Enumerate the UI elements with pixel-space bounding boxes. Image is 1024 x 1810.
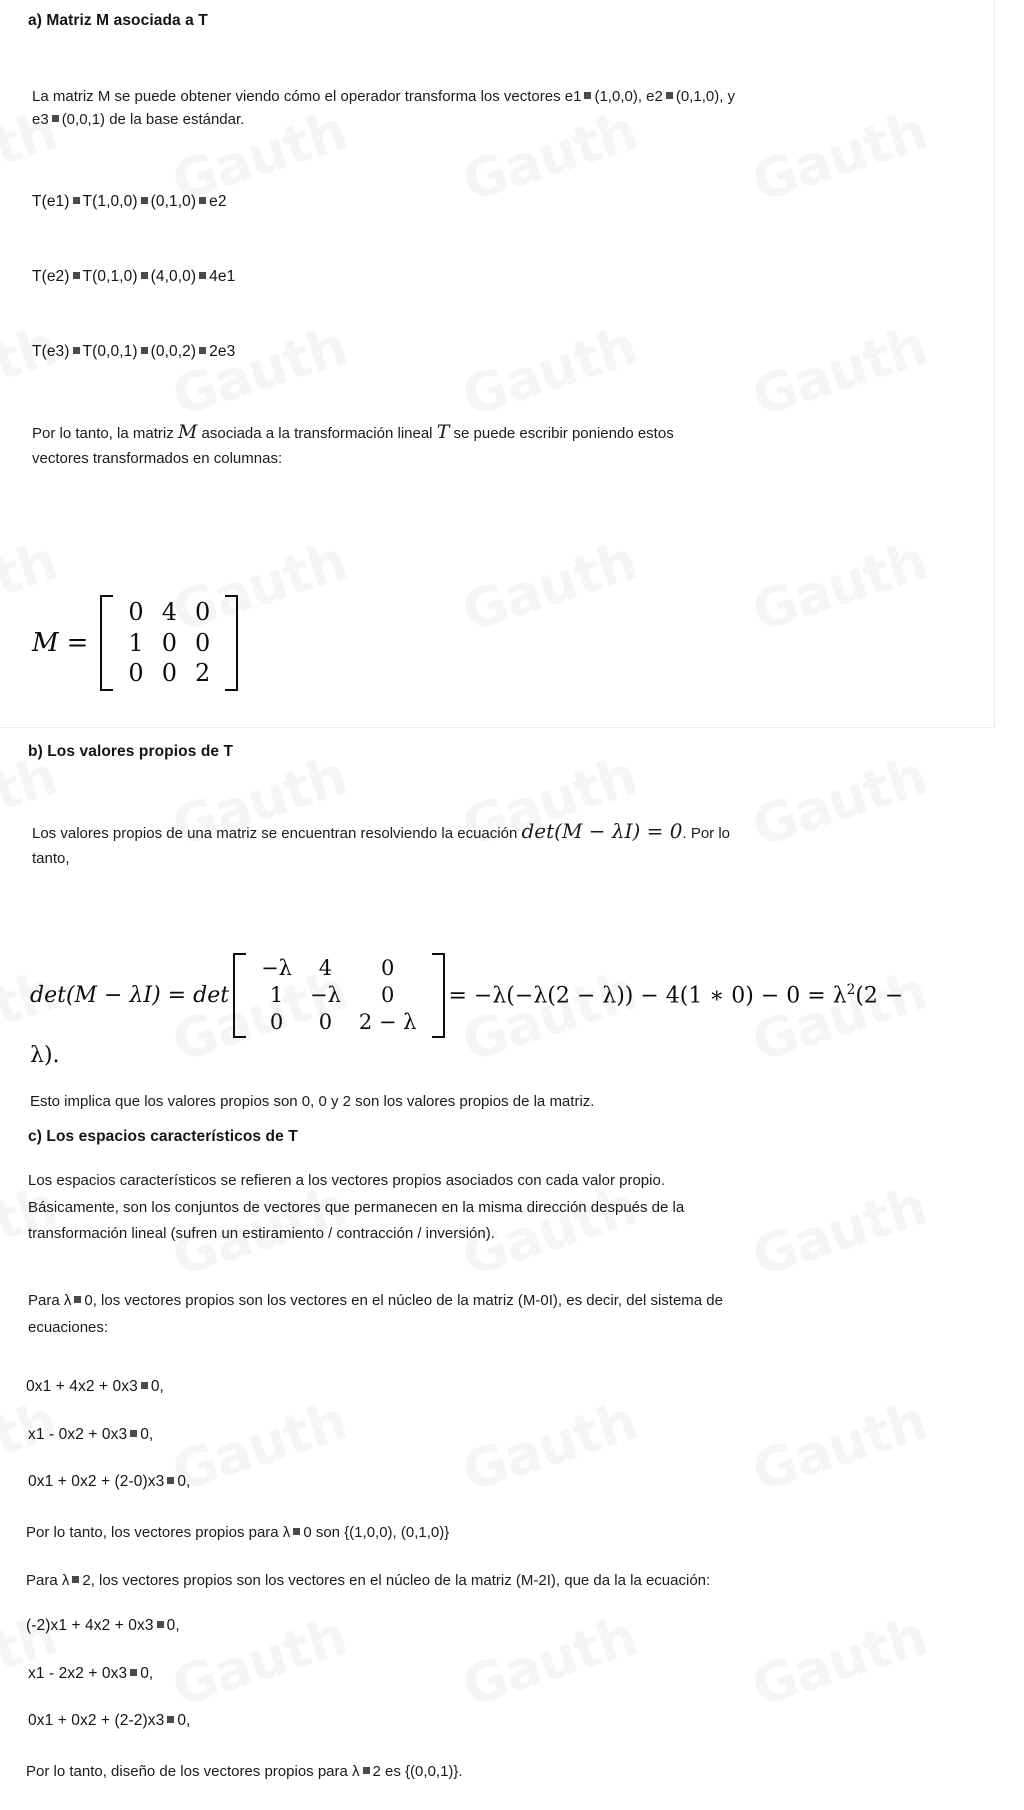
lambda0-equation-3	[28, 1473, 190, 1491]
matrix-cell: 0	[161, 659, 177, 688]
math-symbol-m: M	[177, 421, 198, 443]
lambda0-eq1-lhs: 0x1 + 4x2 + 0x3	[26, 1378, 138, 1395]
equals-glyph-icon	[72, 1576, 79, 1583]
equals-glyph-icon	[584, 92, 591, 99]
eq-e3-lhs: T(e3)	[32, 343, 70, 360]
watermark-text	[745, 1604, 934, 1719]
equals-glyph-icon	[141, 1382, 148, 1389]
lambda0-result-text: 0 son {(1,0,0), (0,1,0)}	[303, 1524, 450, 1541]
section-c-para1-line1: Los espacios característicos se refieren a los vectores propios asociados con cada valor propio.	[28, 1172, 665, 1189]
lambda2-eq3-rhs: 0,	[177, 1712, 191, 1729]
intro-text-part2: (1,0,0), e2	[594, 88, 663, 105]
equals-glyph-icon	[167, 1477, 174, 1484]
lambda2-intro-text: 2, los vectores propios son los vectores en el núcleo de la matriz (M-2I), que da la la ecuación:	[82, 1572, 711, 1589]
matrix-m-display	[32, 595, 242, 691]
math-det-equation: det(M − λI) = 0	[521, 819, 683, 843]
equals-glyph-icon	[141, 347, 148, 354]
determinant-rhs	[449, 982, 904, 1008]
eq-e1-mid2: (0,1,0)	[150, 193, 197, 210]
section-b-intro-line2: tanto,	[32, 850, 70, 867]
lambda0-intro-prefix: Para λ	[28, 1292, 72, 1309]
section-a-intro	[32, 85, 894, 132]
equals-glyph-icon	[73, 197, 80, 204]
matrix-cell: 4	[161, 598, 177, 626]
lambda0-result-prefix: Por lo tanto, los vectores propios para λ	[26, 1524, 291, 1541]
equals-glyph-icon	[130, 1430, 137, 1437]
lambda0-result	[26, 1521, 1001, 1544]
closing-text-part3: se puede escribir poniendo estos	[453, 425, 674, 442]
determinant-wrap-line	[30, 1043, 60, 1068]
lambda0-equation-2	[28, 1426, 153, 1444]
matrix-cell: 4	[318, 956, 333, 980]
section-c-para1-line3: transformación lineal (sufren un estiramiento / contracción / inversión).	[28, 1225, 495, 1243]
equals-glyph-icon	[157, 1621, 164, 1628]
matrix-m	[100, 595, 238, 691]
equals-glyph-icon	[666, 92, 673, 99]
section-b-intro-tail: . Por lo	[682, 825, 731, 842]
matrix-cell: 0	[194, 628, 211, 657]
lambda0-intro-line2: ecuaciones:	[28, 1318, 109, 1336]
watermark-text	[165, 1389, 354, 1504]
lambda0-intro-text: 0, los vectores propios son los vectores en el núcleo de la matriz (M-0I), es decir, del sistema de	[84, 1292, 723, 1309]
matrix-cell: 0	[269, 1009, 284, 1034]
equals-glyph-icon	[73, 347, 80, 354]
determinant-matrix-grid	[246, 953, 431, 1038]
lambda2-result-prefix: Por lo tanto, diseño de los vectores propios para λ	[26, 1763, 360, 1780]
matrix-cell: 1	[269, 982, 284, 1007]
lambda2-equation-3	[28, 1712, 190, 1730]
lambda2-equation-2	[28, 1665, 153, 1683]
determinant-exponent: 2	[846, 982, 856, 999]
section-a	[0, 0, 995, 728]
lambda0-eq1-rhs: 0,	[150, 1378, 164, 1395]
bracket-right-icon	[432, 953, 445, 1038]
eq-e3-mid1: T(0,0,1)	[82, 343, 138, 360]
eq-e1-lhs: T(e1)	[32, 193, 70, 210]
matrix-cell: 0	[161, 628, 177, 657]
intro-text-part4: e3	[32, 111, 49, 129]
matrix-cell: 0	[381, 956, 395, 980]
eq-e1-rhs: e2	[209, 193, 227, 210]
lambda2-result-text: 2 es {(0,0,1)}.	[372, 1763, 463, 1780]
matrix-cell: 0	[318, 1009, 333, 1034]
determinant-rhs-tail: (2 −	[855, 983, 904, 1009]
lambda2-eq1-rhs: 0,	[166, 1617, 180, 1634]
equals-glyph-icon	[141, 197, 148, 204]
eq-e2-lhs: T(e2)	[32, 268, 70, 285]
equals-glyph-icon	[52, 115, 59, 122]
determinant-rhs-text: = −λ(−λ(2 − λ)) − 4(1 ∗ 0) − 0 = λ	[448, 983, 847, 1009]
equals-glyph-icon	[363, 1767, 370, 1774]
section-b-intro-text: Los valores propios de una matriz se encuentran resolviendo la ecuación	[32, 825, 518, 842]
watermark-text	[455, 1604, 644, 1719]
section-c-para1-line2: Básicamente, son los conjuntos de vectores que permanecen en la misma dirección después de la	[28, 1198, 685, 1216]
intro-text-part3: (0,1,0), y	[675, 88, 736, 105]
lambda0-eq3-lhs: 0x1 + 0x2 + (2-0)x3	[28, 1473, 165, 1490]
matrix-cell: 0	[128, 598, 144, 626]
section-b-intro	[32, 816, 992, 870]
transform-equation-e1	[32, 193, 227, 211]
section-a-closing	[32, 418, 902, 471]
lambda2-intro	[26, 1569, 1024, 1592]
intro-text-part1: La matriz M se puede obtener viendo cómo el operador transforma los vectores e1	[32, 88, 582, 105]
watermark-text	[165, 1604, 354, 1719]
eq-e2-mid1: T(0,1,0)	[82, 268, 138, 285]
lambda2-result	[26, 1760, 1001, 1783]
closing-text-line2: vectores transformados en columnas:	[32, 450, 283, 468]
eq-e2-mid2: (4,0,0)	[150, 268, 197, 285]
lambda0-eq3-rhs: 0,	[177, 1473, 191, 1490]
matrix-cell: 2 − λ	[358, 1009, 417, 1034]
watermark-text	[745, 1389, 934, 1504]
lambda0-eq2-lhs: x1 - 0x2 + 0x3	[28, 1426, 128, 1443]
closing-text-part2: asociada a la transformación lineal	[201, 425, 433, 442]
section-c-paragraph-1	[28, 1168, 1003, 1248]
matrix-m-grid	[113, 595, 225, 691]
watermark-text	[455, 1389, 644, 1504]
matrix-cell: 2	[194, 659, 211, 688]
math-symbol-t: T	[436, 421, 450, 443]
lambda0-equation-1	[26, 1378, 164, 1396]
equals-glyph-icon	[293, 1528, 300, 1535]
equals-glyph-icon	[130, 1669, 137, 1676]
matrix-cell: 1	[128, 628, 144, 657]
lambda2-intro-prefix: Para λ	[26, 1572, 70, 1589]
lambda2-eq2-lhs: x1 - 2x2 + 0x3	[28, 1665, 128, 1682]
section-c-heading: c) Los espacios característicos de T	[28, 1128, 298, 1145]
determinant-lhs: det(M − λI) = det	[30, 982, 230, 1008]
lambda2-eq1-lhs: (-2)x1 + 4x2 + 0x3	[26, 1617, 154, 1634]
matrix-m-equals: =	[66, 628, 89, 659]
matrix-cell: 0	[381, 982, 395, 1007]
equals-glyph-icon	[73, 272, 80, 279]
eq-e1-mid1: T(1,0,0)	[82, 193, 138, 210]
equals-glyph-icon	[199, 347, 206, 354]
matrix-cell: −λ	[261, 956, 292, 980]
section-b-conclusion: Esto implica que los valores propios son 0, 0 y 2 son los valores propios de la matriz.	[30, 1093, 595, 1110]
closing-text-part1: Por lo tanto, la matriz	[32, 425, 174, 442]
bracket-left-icon	[233, 953, 246, 1038]
intro-text-part5: (0,0,1) de la base estándar.	[61, 111, 245, 129]
matrix-cell: 0	[194, 598, 211, 626]
bracket-left-icon	[100, 595, 113, 691]
eq-e3-mid2: (0,0,2)	[150, 343, 197, 360]
determinant-wrap-text: λ).	[30, 1043, 60, 1068]
transform-equation-e2	[32, 268, 235, 286]
determinant-display	[30, 953, 1015, 1038]
lambda2-equation-1	[26, 1617, 180, 1635]
bracket-right-icon	[225, 595, 238, 691]
section-b-heading: b) Los valores propios de T	[28, 743, 234, 760]
equals-glyph-icon	[199, 197, 206, 204]
lambda0-intro	[28, 1288, 1018, 1341]
lambda2-eq2-rhs: 0,	[140, 1665, 154, 1682]
equals-glyph-icon	[199, 272, 206, 279]
equals-glyph-icon	[74, 1296, 81, 1303]
equals-glyph-icon	[167, 1716, 174, 1723]
matrix-cell: −λ	[309, 982, 341, 1007]
matrix-cell: 0	[128, 659, 144, 688]
eq-e2-rhs: 4e1	[209, 268, 236, 285]
lambda2-eq3-lhs: 0x1 + 0x2 + (2-2)x3	[28, 1712, 165, 1729]
section-a-heading: a) Matriz M asociada a T	[28, 12, 208, 29]
lambda0-eq2-rhs: 0,	[140, 1426, 154, 1443]
eq-e3-rhs: 2e3	[209, 343, 236, 360]
matrix-m-minus-lambda-i	[233, 953, 444, 1038]
transform-equation-e3	[32, 343, 235, 361]
matrix-m-label: M	[32, 628, 59, 659]
equals-glyph-icon	[141, 272, 148, 279]
